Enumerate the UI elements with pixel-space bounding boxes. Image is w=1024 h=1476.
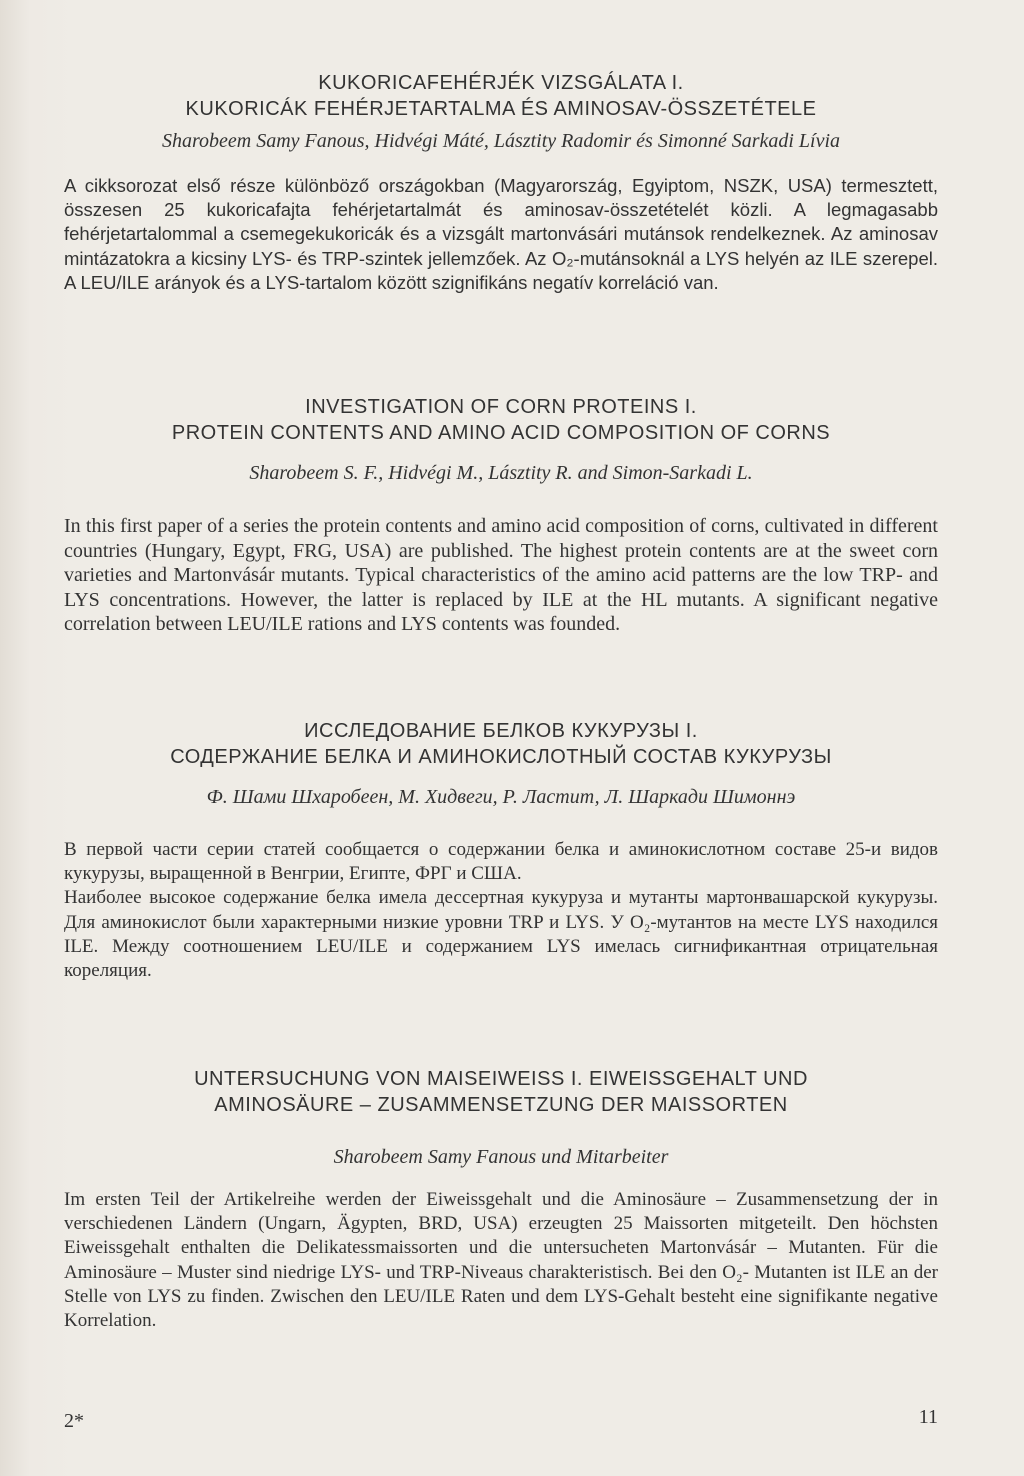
hu-abstract — [64, 174, 938, 295]
english-abstract-section — [64, 394, 938, 637]
ru-authors: Ф. Шами Шхаробеен, М. Хидвеги, Р. Ластит, Л. Шаркади Шимоннэ — [206, 786, 796, 808]
en-title-line-1: INVESTIGATION OF CORN PROTEINS I. — [305, 396, 697, 418]
de-abstract — [64, 1188, 938, 1333]
page-number: 11 — [918, 1406, 938, 1428]
ru-title-line-2: СОДЕРЖАНИЕ БЕЛКА И АМИНОКИСЛОТНЫЙ СОСТАВ КУКУРУЗЫ — [170, 746, 832, 768]
hu-authors: Sharobeem Samy Fanous, Hidvégi Máté, Lásztity Radomir és Simonné Sarkadi Lívia — [161, 130, 841, 152]
en-abstract-text: In this first paper of a series the protein contents and amino acid composition of corns, cultivated in different countries (Hungary, Egypt, FRG, USA) are published. The highest protein contents are at the sweet corn varieties and Martonvásár mutants. Typical characteristics of the amino acid patterns are the low TRP- and LYS concentrations. However, the latter is replaced by ILE at the HL mutants. A significant negative correlation between LEU/ILE rations and LYS contents was founded. — [64, 515, 938, 635]
de-title-line-2: AMINOSÄURE – ZUSAMMENSETZUNG DER MAISSORTEN — [214, 1094, 788, 1116]
de-abstract-text: Im ersten Teil der Artikelreihe werden der Eiweissgehalt und die Aminosäure – Zusammensetzung der in verschiedenen Ländern (Ungarn, Ägypten, BRD, USA) erzeugten 25 Maissorten mitgeteilt. Den höchsten Eiweissgehalt enthalten die Delikatessmaissorten und die untersucheten Martonvásár – Mutanten. Für die Aminosäure – Muster sind niedrige LYS- und TRP-Niveaus charakteristisch. Bei den O₂- Mutanten ist ILE an der Stelle von LYS zu finden. Zwischen den LEU/ILE Raten und dem LYS-Gehalt besteht eine signifikante negative Korrelation. — [64, 1189, 938, 1332]
de-authors: Sharobeem Samy Fanous und Mitarbeiter — [333, 1146, 669, 1168]
ru-abstract-paragraph-1: В первой части серии статей сообщается о содержании белка и аминокислотном составе 25-и видов кукурузы, выращенной в Венгрии, Египте, ФРГ и США. — [64, 839, 938, 885]
ru-abstract-paragraph-2: Наиболее высокое содержание белка имела дессертная кукуруза и мутанты мартонвашарской кукурузы. Для аминокислот были характерными низкие уровни TRP и LYS. У O₂-мутантов на месте LYS находился ILE. Между соотношением LEU/ILE и содержанием LYS имелась сигнификантная отрицательная кореляция. — [64, 887, 938, 982]
hu-abstract-text: A cikksorozat első része különböző országokban (Magyarország, Egyiptom, NSZK, USA) termesztett, összesen 25 kukoricafajta fehérjetartalmát és aminosav-összetételét közli. A legmagasabb fehérjetartalommal a csemegekukoricák és a vizsgált martonvásári mutánsok rendelkeznek. Az aminosav mintázatokra a kicsiny LYS- és TRP-szintek jellemzőek. Az O₂-mutánsoknál a LYS helyén az ILE szerepel. A LEU/ILE arányok és a LYS-tartalom között szignifikáns negatív korreláció van. — [64, 175, 938, 293]
hu-title-line-2: KUKORICÁK FEHÉRJETARTALMA ÉS AMINOSAV-ÖSSZETÉTELE — [185, 98, 817, 120]
en-title-line-2: PROTEIN CONTENTS AND AMINO ACID COMPOSITION OF CORNS — [171, 422, 831, 444]
russian-abstract-section — [64, 718, 938, 983]
de-title-line-1: UNTERSUCHUNG VON MAISEIWEISS I. EIWEISSGEHALT UND — [194, 1068, 808, 1090]
hungarian-abstract-section — [64, 70, 938, 295]
signature-mark: 2* — [64, 1410, 84, 1432]
ru-title-line-1: ИССЛЕДОВАНИЕ БЕЛКОВ КУКУРУЗЫ I. — [304, 720, 698, 742]
en-authors: Sharobeem S. F., Hidvégi M., Lásztity R. and Simon-Sarkadi L. — [249, 462, 753, 484]
hu-title-line-1: KUKORICAFEHÉRJÉK VIZSGÁLATA I. — [318, 72, 684, 94]
german-abstract-section — [64, 1066, 938, 1333]
ru-abstract — [64, 838, 938, 983]
en-abstract — [64, 514, 938, 637]
